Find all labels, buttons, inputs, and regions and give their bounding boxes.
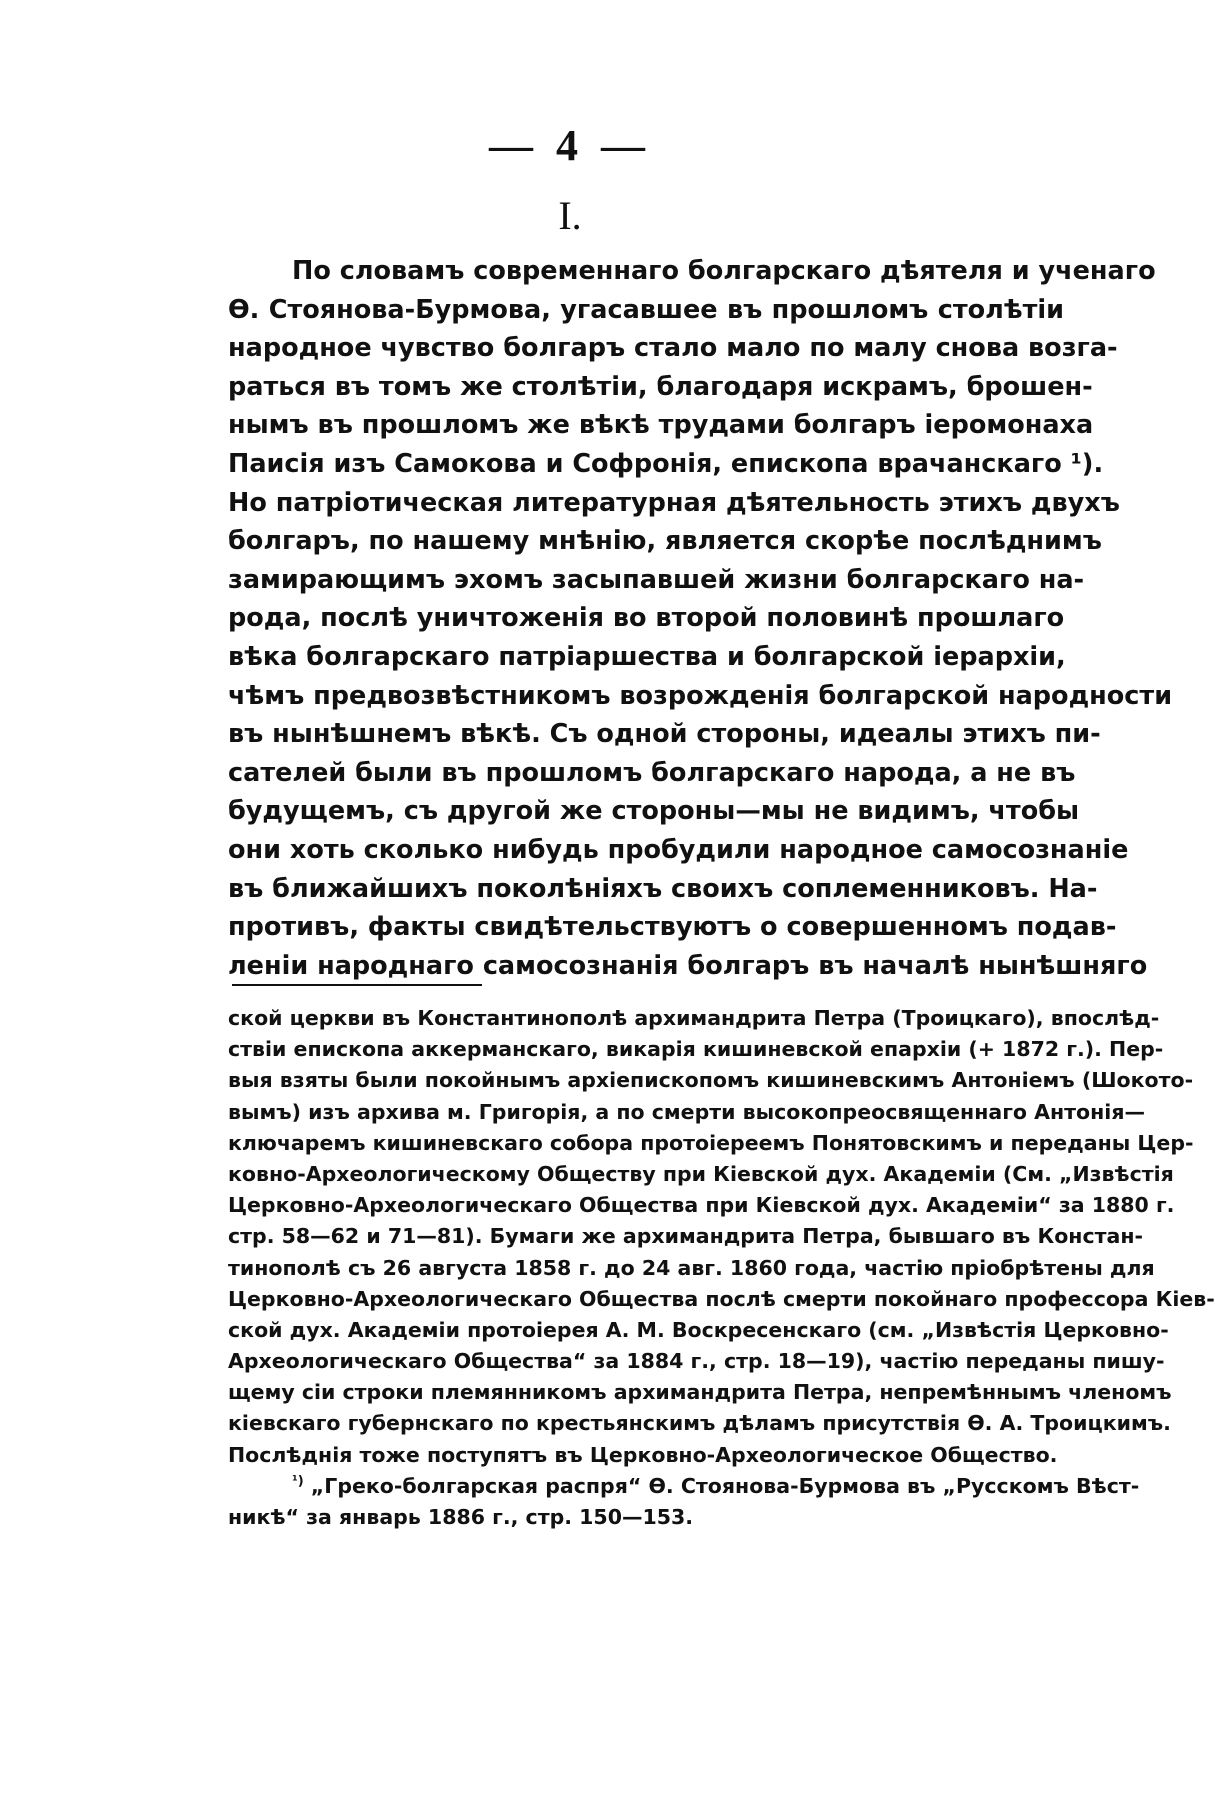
page-number: — 4 —: [489, 121, 651, 170]
footnote-line: тинополѣ съ 26 августа 1858 г. до 24 авг. 1860 года, частію пріобрѣтены для: [228, 1255, 1155, 1280]
text-line: раться въ томъ же столѣтіи, благодаря искрамъ, брошен-: [228, 371, 1093, 402]
footnote-marker: ¹): [292, 1473, 304, 1489]
footnote-line: Послѣднія тоже поступятъ въ Церковно-Археологическое Общество.: [228, 1442, 1058, 1467]
footnote-line: ской церкви въ Константинополѣ архимандрита Петра (Троицкаго), впослѣд-: [228, 1006, 1160, 1030]
footnote-1: [228, 1471, 1140, 1502]
footnotes: [228, 1003, 1215, 1533]
footnote-separator: [232, 984, 482, 986]
footnote-line: вымъ) изъ архива м. Григорія, а по смерти высокопреосвященнаго Антонія—: [228, 1099, 1145, 1124]
footnote-line: Церковно-Археологическаго Общества послѣ смерти покойнаго профессора Кіев-: [228, 1286, 1215, 1311]
footnote-line: кіевскаго губернскаго по крестьянскимъ дѣламъ присутствія Ѳ. А. Троицкимъ.: [228, 1411, 1171, 1436]
footnote-line: щему сіи строки племянникомъ архимандрита Петра, непремѣннымъ членомъ: [228, 1380, 1172, 1405]
footnote-line: выя взяты были покойнымъ архіепископомъ кишиневскимъ Антоніемъ (Шокото-: [228, 1068, 1194, 1093]
text-line: нымъ въ прошломъ же вѣкѣ трудами болгаръ іеромонаха: [228, 410, 1094, 441]
text-line: рода, послѣ уничтоженія во второй половинѣ прошлаго: [228, 603, 1065, 634]
text-line: Паисія изъ Самокова и Софронія, епископа врачанскаго ¹).: [228, 448, 1104, 479]
text-line: вѣка болгарскаго патріаршества и болгарской іерархіи,: [228, 641, 1066, 672]
footnote-line: ключаремъ кишиневскаго собора протоіереемъ Понятовскимъ и переданы Цер-: [228, 1130, 1194, 1155]
text-line: Но патріотическая литературная дѣятельность этихъ двухъ: [228, 487, 1120, 518]
footnote-line: Археологическаго Общества“ за 1884 г., стр. 18—19), частію переданы пишу-: [228, 1349, 1165, 1374]
footnote-line: никѣ“ за январь 1886 г., стр. 150—153.: [228, 1505, 694, 1529]
text-line: болгаръ, по нашему мнѣнію, является скорѣе послѣднимъ: [228, 526, 1102, 557]
text-line: По словамъ современнаго болгарскаго дѣятеля и ученаго: [292, 256, 1156, 286]
section-heading: I.: [558, 193, 582, 238]
text-line: Ѳ. Стоянова-Бурмова, угасавшее въ прошломъ столѣтіи: [228, 294, 1064, 325]
footnote-line: стр. 58—62 и 71—81). Бумаги же архимандрита Петра, бывшаго въ Констан-: [228, 1224, 1143, 1249]
text-line: народное чувство болгаръ стало мало по малу снова возга-: [228, 333, 1118, 364]
footnote-line: ствіи епископа аккерманскаго, викарія кишиневской епархіи (+ 1872 г.). Пер-: [228, 1037, 1164, 1062]
text-line: замирающимъ эхомъ засыпавшей жизни болгарскаго на-: [228, 564, 1085, 595]
footnote-line: ской дух. Академіи протоіерея А. М. Воскресенскаго (см. „Извѣстія Церковно-: [228, 1317, 1169, 1342]
text-line: въ нынѣшнемъ вѣкѣ. Съ одной стороны, идеалы этихъ пи-: [228, 719, 1101, 750]
text-line: леніи народнаго самосознанія болгаръ въ началѣ нынѣшняго: [228, 950, 1148, 981]
footnote-line: Церковно-Археологическаго Общества при Кіевской дух. Академіи“ за 1880 г.: [228, 1193, 1175, 1218]
text-line: сателей были въ прошломъ болгарскаго народа, а не въ: [228, 757, 1076, 788]
footnote-1-text: „Греко-болгарская распря“ Ѳ. Стоянова-Бурмова въ „Русскомъ Вѣст-: [310, 1473, 1140, 1498]
text-line: въ ближайшихъ поколѣніяхъ своихъ соплеменниковъ. На-: [228, 873, 1098, 904]
text-line: чѣмъ предвозвѣстникомъ возрожденія болгарской народности: [228, 680, 1173, 711]
main-text: [228, 252, 1173, 985]
text-line: они хоть сколько нибудь пробудили народное самосознаніе: [228, 834, 1129, 865]
text-line: будущемъ, съ другой же стороны—мы не видимъ, чтобы: [228, 796, 1080, 827]
text-line: противъ, факты свидѣтельствуютъ о совершенномъ подав-: [228, 912, 1117, 943]
footnote-line: ковно-Археологическому Обществу при Кіевской дух. Академіи (См. „Извѣстія: [228, 1161, 1174, 1186]
